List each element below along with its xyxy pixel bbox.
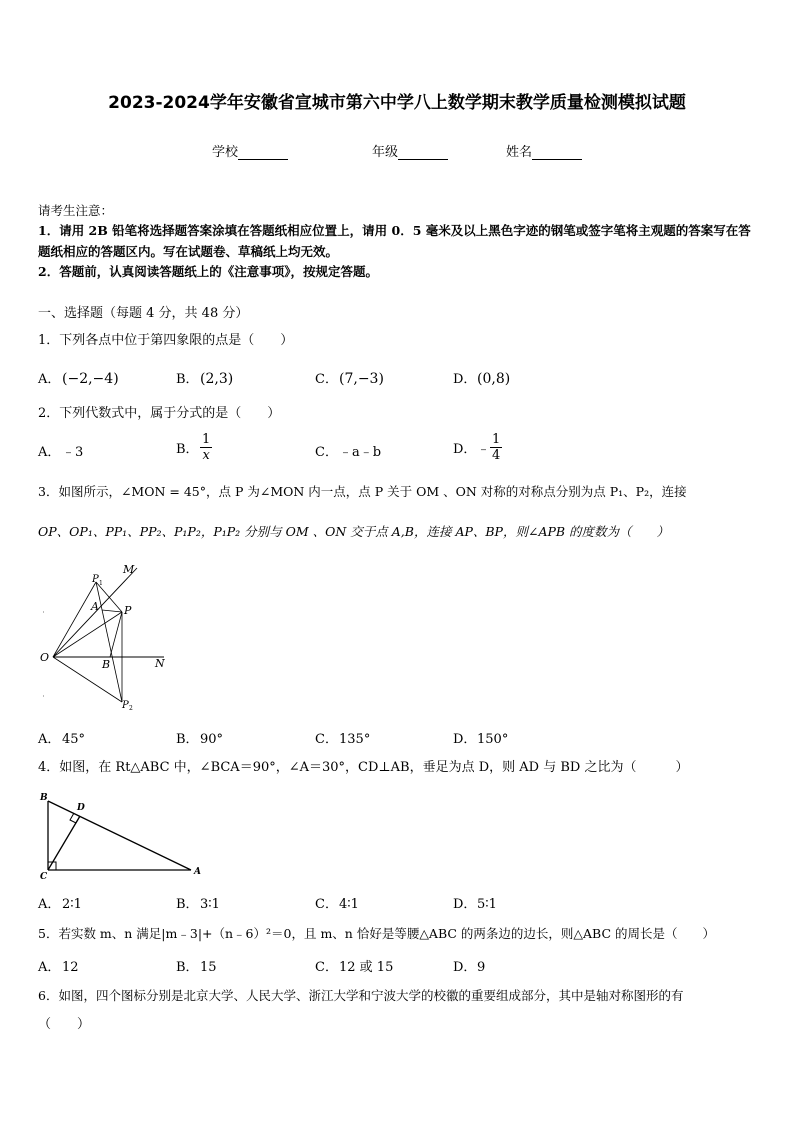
q4-option-d (453, 893, 497, 912)
q4-option-c-text: 4∶1 (339, 897, 359, 912)
label-p: P (124, 604, 132, 617)
q4-option-d-text: 5∶1 (477, 897, 497, 912)
fraction-numerator: 1 (492, 432, 501, 447)
q2-option-c-label: C． (315, 445, 338, 460)
label-p1: P (92, 574, 99, 585)
notice-heading: 请考生注意： (38, 203, 114, 218)
name-blank (532, 145, 582, 160)
q4-option-b-label: B． (176, 897, 199, 912)
q1-option-d-text: (0,8) (477, 371, 511, 387)
label-a: A (91, 600, 99, 613)
q4-option-c (315, 893, 359, 912)
q1-option-c (315, 368, 384, 387)
question-3-stem-line-2: OP、OP₁、PP₁、PP₂、P₁P₂，P₁P₂ 分别与 OM 、ON 交于点 A,B，连接 AP、BP，则∠APB 的度数为（ ） (38, 524, 670, 539)
q5-option-b (176, 956, 217, 975)
side-ab (48, 801, 191, 870)
q2-option-b (176, 432, 212, 463)
segment-p1p2 (96, 582, 122, 702)
q3-option-c-label: C． (315, 732, 338, 747)
q3-option-b (176, 728, 223, 747)
label-b: B (102, 658, 111, 671)
label-c: C (40, 872, 48, 882)
label-n: N (155, 657, 165, 670)
q1-option-d-label: D． (453, 372, 477, 387)
q2-option-d-label: D． (453, 442, 477, 457)
q1-option-a (38, 368, 119, 387)
q2-option-a-text: ﹣3 (62, 445, 84, 460)
q4-option-a-label: A． (38, 897, 61, 912)
q5-option-d-label: D． (453, 960, 477, 975)
q2-option-a-label: A． (38, 445, 61, 460)
q4-option-d-label: D． (453, 897, 477, 912)
question-1-stem: 1．下列各点中位于第四象限的点是（ ） (38, 333, 294, 348)
q4-figure (38, 790, 208, 882)
q5-option-c-label: C． (315, 960, 338, 975)
page-title: 2023-2024学年安徽省宣城市第六中学八上数学期末教学质量检测模拟试题 (108, 93, 686, 113)
q2-option-b-fraction (200, 432, 212, 463)
q3-option-d-text: 150° (477, 732, 509, 747)
question-3-stem-line-1: 3．如图所示，∠MON = 45°，点 P 为∠MON 内一点，点 P 关于 OM 、ON 对称的对称点分别为点 P₁、P₂，连接 (38, 484, 687, 499)
label-p2-subscript: 2 (129, 705, 133, 712)
section-heading: 一、选择题（每题 4 分，共 48 分） (38, 306, 249, 321)
q1-option-a-label: A． (38, 372, 61, 387)
q1-option-b-text: (2,3) (200, 371, 234, 387)
school-label: 学校 (212, 145, 239, 160)
q5-option-c (315, 956, 393, 975)
q2-option-d (453, 432, 502, 463)
q3-option-c (315, 728, 370, 747)
fraction-denominator: 4 (492, 448, 501, 463)
question-2-stem: 2．下列代数式中，属于分式的是（ ） (38, 406, 281, 421)
q3-option-a-label: A． (38, 732, 61, 747)
grade-field (372, 141, 448, 160)
q1-option-c-text: (7,−3) (339, 371, 384, 387)
q4-option-a-text: 2∶1 (62, 897, 82, 912)
q1-option-b (176, 368, 233, 387)
q3-option-b-label: B． (176, 732, 199, 747)
q5-option-a-label: A． (38, 960, 61, 975)
label-a: A (194, 867, 201, 877)
q5-option-a (38, 956, 79, 975)
question-6-stem-line-1: 6．如图，四个图标分别是北京大学、人民大学、浙江大学和宁波大学的校徽的重要组成部分，其中是轴对称图形的有 (38, 988, 684, 1003)
q2-option-c-text: ﹣a﹣b (339, 445, 382, 460)
fraction-denominator: x (202, 448, 210, 463)
q3-option-d-label: D． (453, 732, 477, 747)
q4-option-a (38, 893, 82, 912)
notice-item-2: 2．答题前，认真阅读答题纸上的《注意事项》，按规定答题。 (38, 264, 378, 279)
school-field (212, 141, 288, 160)
q3-option-b-text: 90° (200, 732, 224, 747)
q3-figure (38, 560, 178, 716)
q4-option-b-text: 3∶1 (200, 897, 220, 912)
grade-label: 年级 (372, 145, 399, 160)
q5-option-b-label: B． (176, 960, 199, 975)
q3-option-a (38, 728, 85, 747)
q5-option-d (453, 956, 485, 975)
question-6-stem-line-2: （ ） (38, 1017, 91, 1032)
q3-option-d (453, 728, 508, 747)
fraction-numerator: 1 (202, 432, 211, 447)
q1-option-d (453, 368, 510, 387)
label-o: O (40, 651, 50, 664)
q5-option-d-text: 9 (477, 960, 486, 975)
segment-op1 (53, 582, 96, 657)
notice-item-1: 1．请用 2B 铅笔将选择题答案涂填在答题纸相应位置上，请用 0．5 毫米及以上黑色字迹的钢笔或签字笔将主观题的答案写在答题纸相应的答题区内。写在试题卷、草稿纸上均无效。 (38, 223, 751, 259)
segment-op2 (53, 657, 122, 702)
q3-option-a-text: 45° (62, 732, 86, 747)
q4-option-c-label: C． (315, 897, 338, 912)
grade-blank (398, 145, 448, 160)
q2-option-c (315, 441, 381, 460)
school-blank (238, 145, 288, 160)
q5-option-b-text: 15 (200, 960, 217, 975)
q5-option-c-text: 12 或 15 (339, 960, 394, 975)
label-m: M (123, 563, 135, 576)
segment-ap (102, 610, 122, 612)
q2-option-b-label: B． (176, 442, 199, 457)
name-label: 姓名 (506, 145, 533, 160)
question-5-stem: 5．若实数 m、n 满足|m﹣3|+（n﹣6）²＝0，且 m、n 恰好是等腰△ABC 的两条边的边长，则△ABC 的周长是（ ） (38, 926, 716, 941)
label-d: D (77, 803, 85, 813)
q1-option-b-label: B． (176, 372, 199, 387)
q2-option-d-sign: ﹣ (477, 442, 491, 457)
q4-option-b (176, 893, 220, 912)
q1-option-c-label: C． (315, 372, 338, 387)
label-p1-subscript: 1 (99, 580, 103, 587)
name-field (506, 141, 582, 160)
q3-option-c-text: 135° (339, 732, 371, 747)
q2-option-d-fraction (490, 432, 502, 463)
label-b: B (40, 793, 48, 803)
q5-option-a-text: 12 (62, 960, 79, 975)
question-4-stem: 4．如图，在 Rt△ABC 中，∠BCA＝90°，∠A＝30°，CD⊥AB，垂足为点 D，则 AD 与 BD 之比为（ ） (38, 760, 689, 775)
q1-option-a-text: (−2,−4) (62, 371, 119, 387)
q2-option-a (38, 441, 83, 460)
label-p2: P (122, 700, 129, 711)
